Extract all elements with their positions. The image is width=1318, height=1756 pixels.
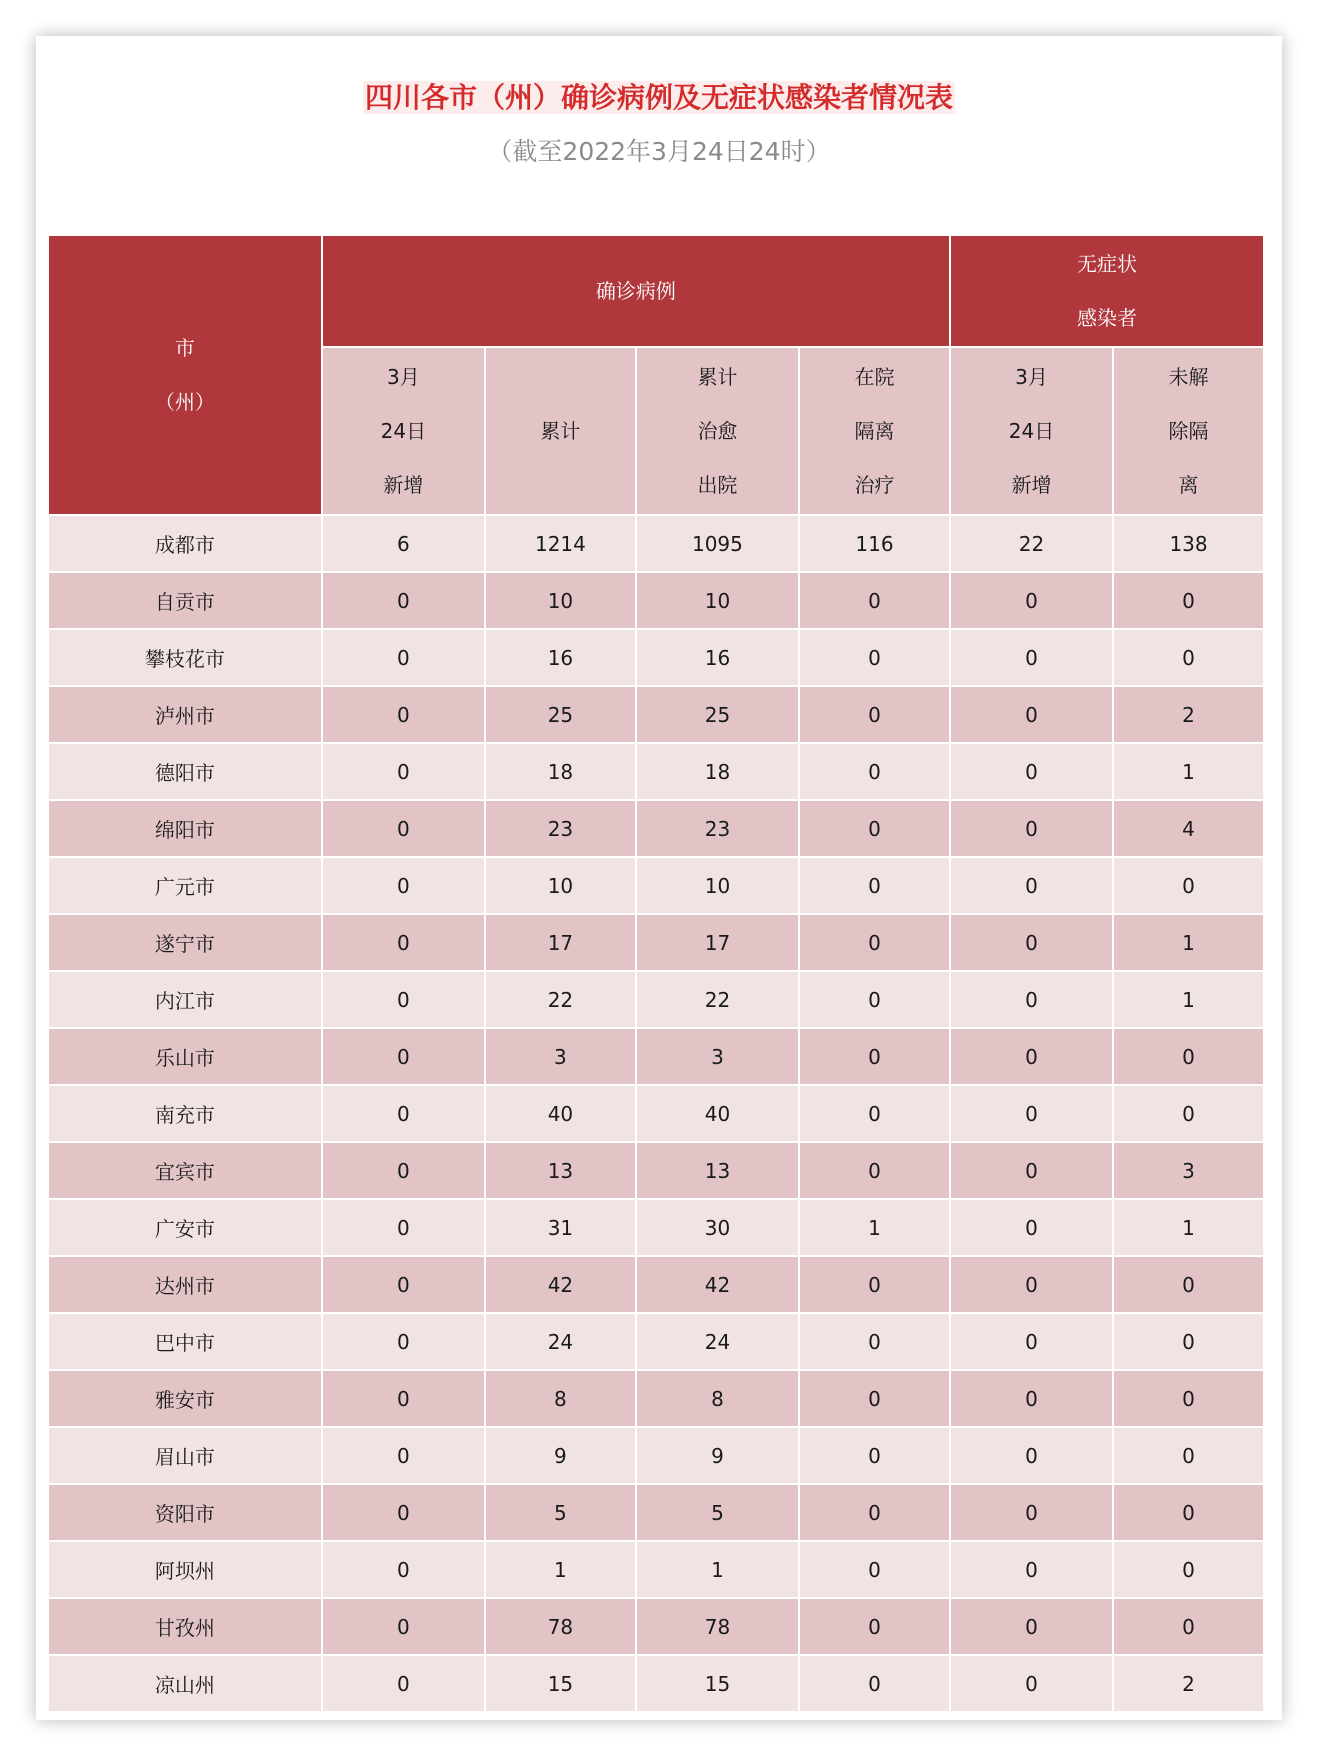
sub-header-line: 治愈	[697, 419, 738, 443]
page-title	[36, 78, 1282, 118]
sub-header-line: 除隔	[1168, 419, 1209, 443]
city-name-cell: 南充市	[48, 1085, 322, 1142]
value-cell: 22	[485, 971, 636, 1028]
value-cell: 6	[322, 515, 485, 572]
value-cell: 0	[799, 572, 950, 629]
value-cell: 0	[950, 1370, 1113, 1427]
value-cell: 0	[950, 1199, 1113, 1256]
value-cell: 3	[485, 1028, 636, 1085]
value-cell: 0	[950, 1541, 1113, 1598]
header-asymptomatic-line-2: 感染者	[1076, 306, 1137, 330]
value-cell: 0	[950, 1142, 1113, 1199]
sub-header-line: 治疗	[854, 473, 895, 497]
value-cell: 25	[485, 686, 636, 743]
table-row	[48, 857, 1264, 914]
sub-header-line: 新增	[383, 473, 424, 497]
value-cell: 0	[1113, 1370, 1264, 1427]
value-cell: 0	[1113, 1313, 1264, 1370]
city-name-cell: 自贡市	[48, 572, 322, 629]
value-cell: 1	[1113, 914, 1264, 971]
value-cell: 0	[950, 1313, 1113, 1370]
header-confirmed-label: 确诊病例	[595, 279, 676, 303]
header-city	[48, 235, 322, 515]
value-cell: 0	[950, 1598, 1113, 1655]
value-cell: 0	[799, 1427, 950, 1484]
value-cell: 0	[322, 743, 485, 800]
value-cell: 0	[322, 1313, 485, 1370]
table-row	[48, 1427, 1264, 1484]
city-name-cell: 绵阳市	[48, 800, 322, 857]
value-cell: 24	[636, 1313, 799, 1370]
value-cell: 0	[799, 743, 950, 800]
sub-header-2	[636, 347, 799, 515]
value-cell: 5	[485, 1484, 636, 1541]
value-cell: 0	[1113, 572, 1264, 629]
value-cell: 0	[1113, 1484, 1264, 1541]
header-city-line-1: 市	[174, 336, 195, 360]
value-cell: 18	[636, 743, 799, 800]
value-cell: 0	[322, 1370, 485, 1427]
city-name-cell: 宜宾市	[48, 1142, 322, 1199]
sub-header-line: 出院	[697, 473, 738, 497]
value-cell: 40	[485, 1085, 636, 1142]
table-row	[48, 1370, 1264, 1427]
city-name-cell: 眉山市	[48, 1427, 322, 1484]
value-cell: 10	[636, 857, 799, 914]
table-row	[48, 1142, 1264, 1199]
city-name-cell: 雅安市	[48, 1370, 322, 1427]
value-cell: 0	[322, 1541, 485, 1598]
header-asymptomatic-group	[950, 235, 1264, 347]
value-cell: 0	[322, 1199, 485, 1256]
value-cell: 1	[799, 1199, 950, 1256]
page-title-text: 四川各市（州）确诊病例及无症状感染者情况表	[364, 81, 953, 114]
value-cell: 0	[1113, 629, 1264, 686]
value-cell: 0	[950, 1655, 1113, 1712]
value-cell: 0	[799, 686, 950, 743]
value-cell: 0	[322, 800, 485, 857]
value-cell: 0	[1113, 857, 1264, 914]
sub-header-line: 隔离	[854, 419, 895, 443]
value-cell: 0	[322, 1085, 485, 1142]
value-cell: 0	[322, 1484, 485, 1541]
header-confirmed-group	[322, 235, 950, 347]
value-cell: 3	[1113, 1142, 1264, 1199]
value-cell: 0	[950, 1256, 1113, 1313]
sub-header-line: 3月	[387, 365, 420, 389]
value-cell: 1214	[485, 515, 636, 572]
value-cell: 0	[322, 572, 485, 629]
value-cell: 0	[950, 971, 1113, 1028]
value-cell: 0	[799, 800, 950, 857]
value-cell: 0	[799, 1085, 950, 1142]
city-name-cell: 德阳市	[48, 743, 322, 800]
value-cell: 18	[485, 743, 636, 800]
value-cell: 13	[485, 1142, 636, 1199]
value-cell: 8	[636, 1370, 799, 1427]
city-name-cell: 成都市	[48, 515, 322, 572]
value-cell: 0	[1113, 1598, 1264, 1655]
city-name-cell: 广元市	[48, 857, 322, 914]
value-cell: 0	[950, 1028, 1113, 1085]
city-name-cell: 凉山州	[48, 1655, 322, 1712]
value-cell: 0	[799, 1028, 950, 1085]
value-cell: 8	[485, 1370, 636, 1427]
value-cell: 23	[636, 800, 799, 857]
city-name-cell: 甘孜州	[48, 1598, 322, 1655]
sub-header-1	[485, 347, 636, 515]
value-cell: 5	[636, 1484, 799, 1541]
value-cell: 0	[322, 857, 485, 914]
value-cell: 15	[485, 1655, 636, 1712]
value-cell: 0	[322, 1598, 485, 1655]
value-cell: 42	[636, 1256, 799, 1313]
value-cell: 1	[1113, 971, 1264, 1028]
value-cell: 0	[799, 857, 950, 914]
sub-header-0	[322, 347, 485, 515]
value-cell: 0	[1113, 1256, 1264, 1313]
value-cell: 1095	[636, 515, 799, 572]
table-row	[48, 1313, 1264, 1370]
value-cell: 0	[950, 857, 1113, 914]
value-cell: 1	[1113, 1199, 1264, 1256]
value-cell: 0	[1113, 1541, 1264, 1598]
value-cell: 15	[636, 1655, 799, 1712]
value-cell: 0	[950, 572, 1113, 629]
sub-header-line: 在院	[854, 365, 895, 389]
value-cell: 0	[950, 914, 1113, 971]
value-cell: 0	[799, 1541, 950, 1598]
value-cell: 23	[485, 800, 636, 857]
table-row	[48, 1598, 1264, 1655]
city-name-cell: 内江市	[48, 971, 322, 1028]
city-name-cell: 乐山市	[48, 1028, 322, 1085]
value-cell: 0	[799, 1313, 950, 1370]
sub-header-line: 新增	[1011, 473, 1052, 497]
table-row	[48, 572, 1264, 629]
city-name-cell: 泸州市	[48, 686, 322, 743]
value-cell: 9	[485, 1427, 636, 1484]
sub-header-line: 累计	[697, 365, 738, 389]
value-cell: 0	[950, 800, 1113, 857]
sub-header-line: 未解	[1168, 365, 1209, 389]
value-cell: 30	[636, 1199, 799, 1256]
table-row	[48, 1541, 1264, 1598]
header-city-line-2: （州）	[154, 390, 215, 414]
value-cell: 0	[799, 1598, 950, 1655]
sub-header-4	[950, 347, 1113, 515]
value-cell: 0	[322, 971, 485, 1028]
value-cell: 138	[1113, 515, 1264, 572]
value-cell: 10	[636, 572, 799, 629]
value-cell: 0	[799, 1256, 950, 1313]
city-name-cell: 攀枝花市	[48, 629, 322, 686]
value-cell: 0	[799, 1142, 950, 1199]
value-cell: 0	[950, 686, 1113, 743]
value-cell: 1	[485, 1541, 636, 1598]
table-row	[48, 1199, 1264, 1256]
value-cell: 0	[322, 686, 485, 743]
table-row	[48, 1085, 1264, 1142]
value-cell: 22	[636, 971, 799, 1028]
sub-header-3	[799, 347, 950, 515]
table-row	[48, 743, 1264, 800]
value-cell: 116	[799, 515, 950, 572]
value-cell: 0	[799, 1370, 950, 1427]
table-row	[48, 629, 1264, 686]
value-cell: 78	[636, 1598, 799, 1655]
value-cell: 0	[950, 629, 1113, 686]
value-cell: 40	[636, 1085, 799, 1142]
cases-table	[47, 234, 1265, 1713]
value-cell: 17	[485, 914, 636, 971]
table-row	[48, 800, 1264, 857]
value-cell: 0	[1113, 1427, 1264, 1484]
value-cell: 22	[950, 515, 1113, 572]
value-cell: 0	[322, 1655, 485, 1712]
city-name-cell: 广安市	[48, 1199, 322, 1256]
value-cell: 0	[322, 914, 485, 971]
value-cell: 0	[799, 1484, 950, 1541]
value-cell: 0	[950, 1427, 1113, 1484]
value-cell: 0	[1113, 1028, 1264, 1085]
value-cell: 0	[799, 971, 950, 1028]
table-row	[48, 971, 1264, 1028]
value-cell: 0	[799, 629, 950, 686]
value-cell: 0	[950, 1085, 1113, 1142]
table-row	[48, 515, 1264, 572]
value-cell: 78	[485, 1598, 636, 1655]
report-card	[36, 36, 1282, 1720]
value-cell: 0	[322, 1028, 485, 1085]
value-cell: 0	[799, 914, 950, 971]
value-cell: 9	[636, 1427, 799, 1484]
value-cell: 0	[1113, 1085, 1264, 1142]
value-cell: 1	[636, 1541, 799, 1598]
value-cell: 0	[950, 743, 1113, 800]
value-cell: 16	[485, 629, 636, 686]
table-row	[48, 1256, 1264, 1313]
table-row	[48, 686, 1264, 743]
sub-header-5	[1113, 347, 1264, 515]
value-cell: 0	[322, 1142, 485, 1199]
value-cell: 1	[1113, 743, 1264, 800]
value-cell: 2	[1113, 686, 1264, 743]
value-cell: 0	[322, 1427, 485, 1484]
table-body	[48, 515, 1264, 1712]
value-cell: 0	[322, 629, 485, 686]
sub-header-line: 24日	[1008, 419, 1055, 443]
header-asymptomatic-line-1: 无症状	[1076, 252, 1137, 276]
value-cell: 24	[485, 1313, 636, 1370]
value-cell: 13	[636, 1142, 799, 1199]
city-name-cell: 阿坝州	[48, 1541, 322, 1598]
city-name-cell: 遂宁市	[48, 914, 322, 971]
sub-header-line: 离	[1178, 473, 1199, 497]
value-cell: 2	[1113, 1655, 1264, 1712]
city-name-cell: 巴中市	[48, 1313, 322, 1370]
value-cell: 42	[485, 1256, 636, 1313]
value-cell: 10	[485, 857, 636, 914]
table-row	[48, 1484, 1264, 1541]
value-cell: 25	[636, 686, 799, 743]
value-cell: 10	[485, 572, 636, 629]
value-cell: 16	[636, 629, 799, 686]
value-cell: 4	[1113, 800, 1264, 857]
table-row	[48, 1655, 1264, 1712]
value-cell: 31	[485, 1199, 636, 1256]
value-cell: 3	[636, 1028, 799, 1085]
value-cell: 0	[950, 1484, 1113, 1541]
value-cell: 0	[799, 1655, 950, 1712]
sub-header-line: 累计	[540, 419, 581, 443]
city-name-cell: 资阳市	[48, 1484, 322, 1541]
sub-header-line: 24日	[380, 419, 427, 443]
sub-header-line: 3月	[1015, 365, 1048, 389]
value-cell: 17	[636, 914, 799, 971]
value-cell: 0	[322, 1256, 485, 1313]
table-row	[48, 1028, 1264, 1085]
table-row	[48, 914, 1264, 971]
page-subtitle: （截至2022年3月24日24时）	[487, 137, 831, 166]
city-name-cell: 达州市	[48, 1256, 322, 1313]
